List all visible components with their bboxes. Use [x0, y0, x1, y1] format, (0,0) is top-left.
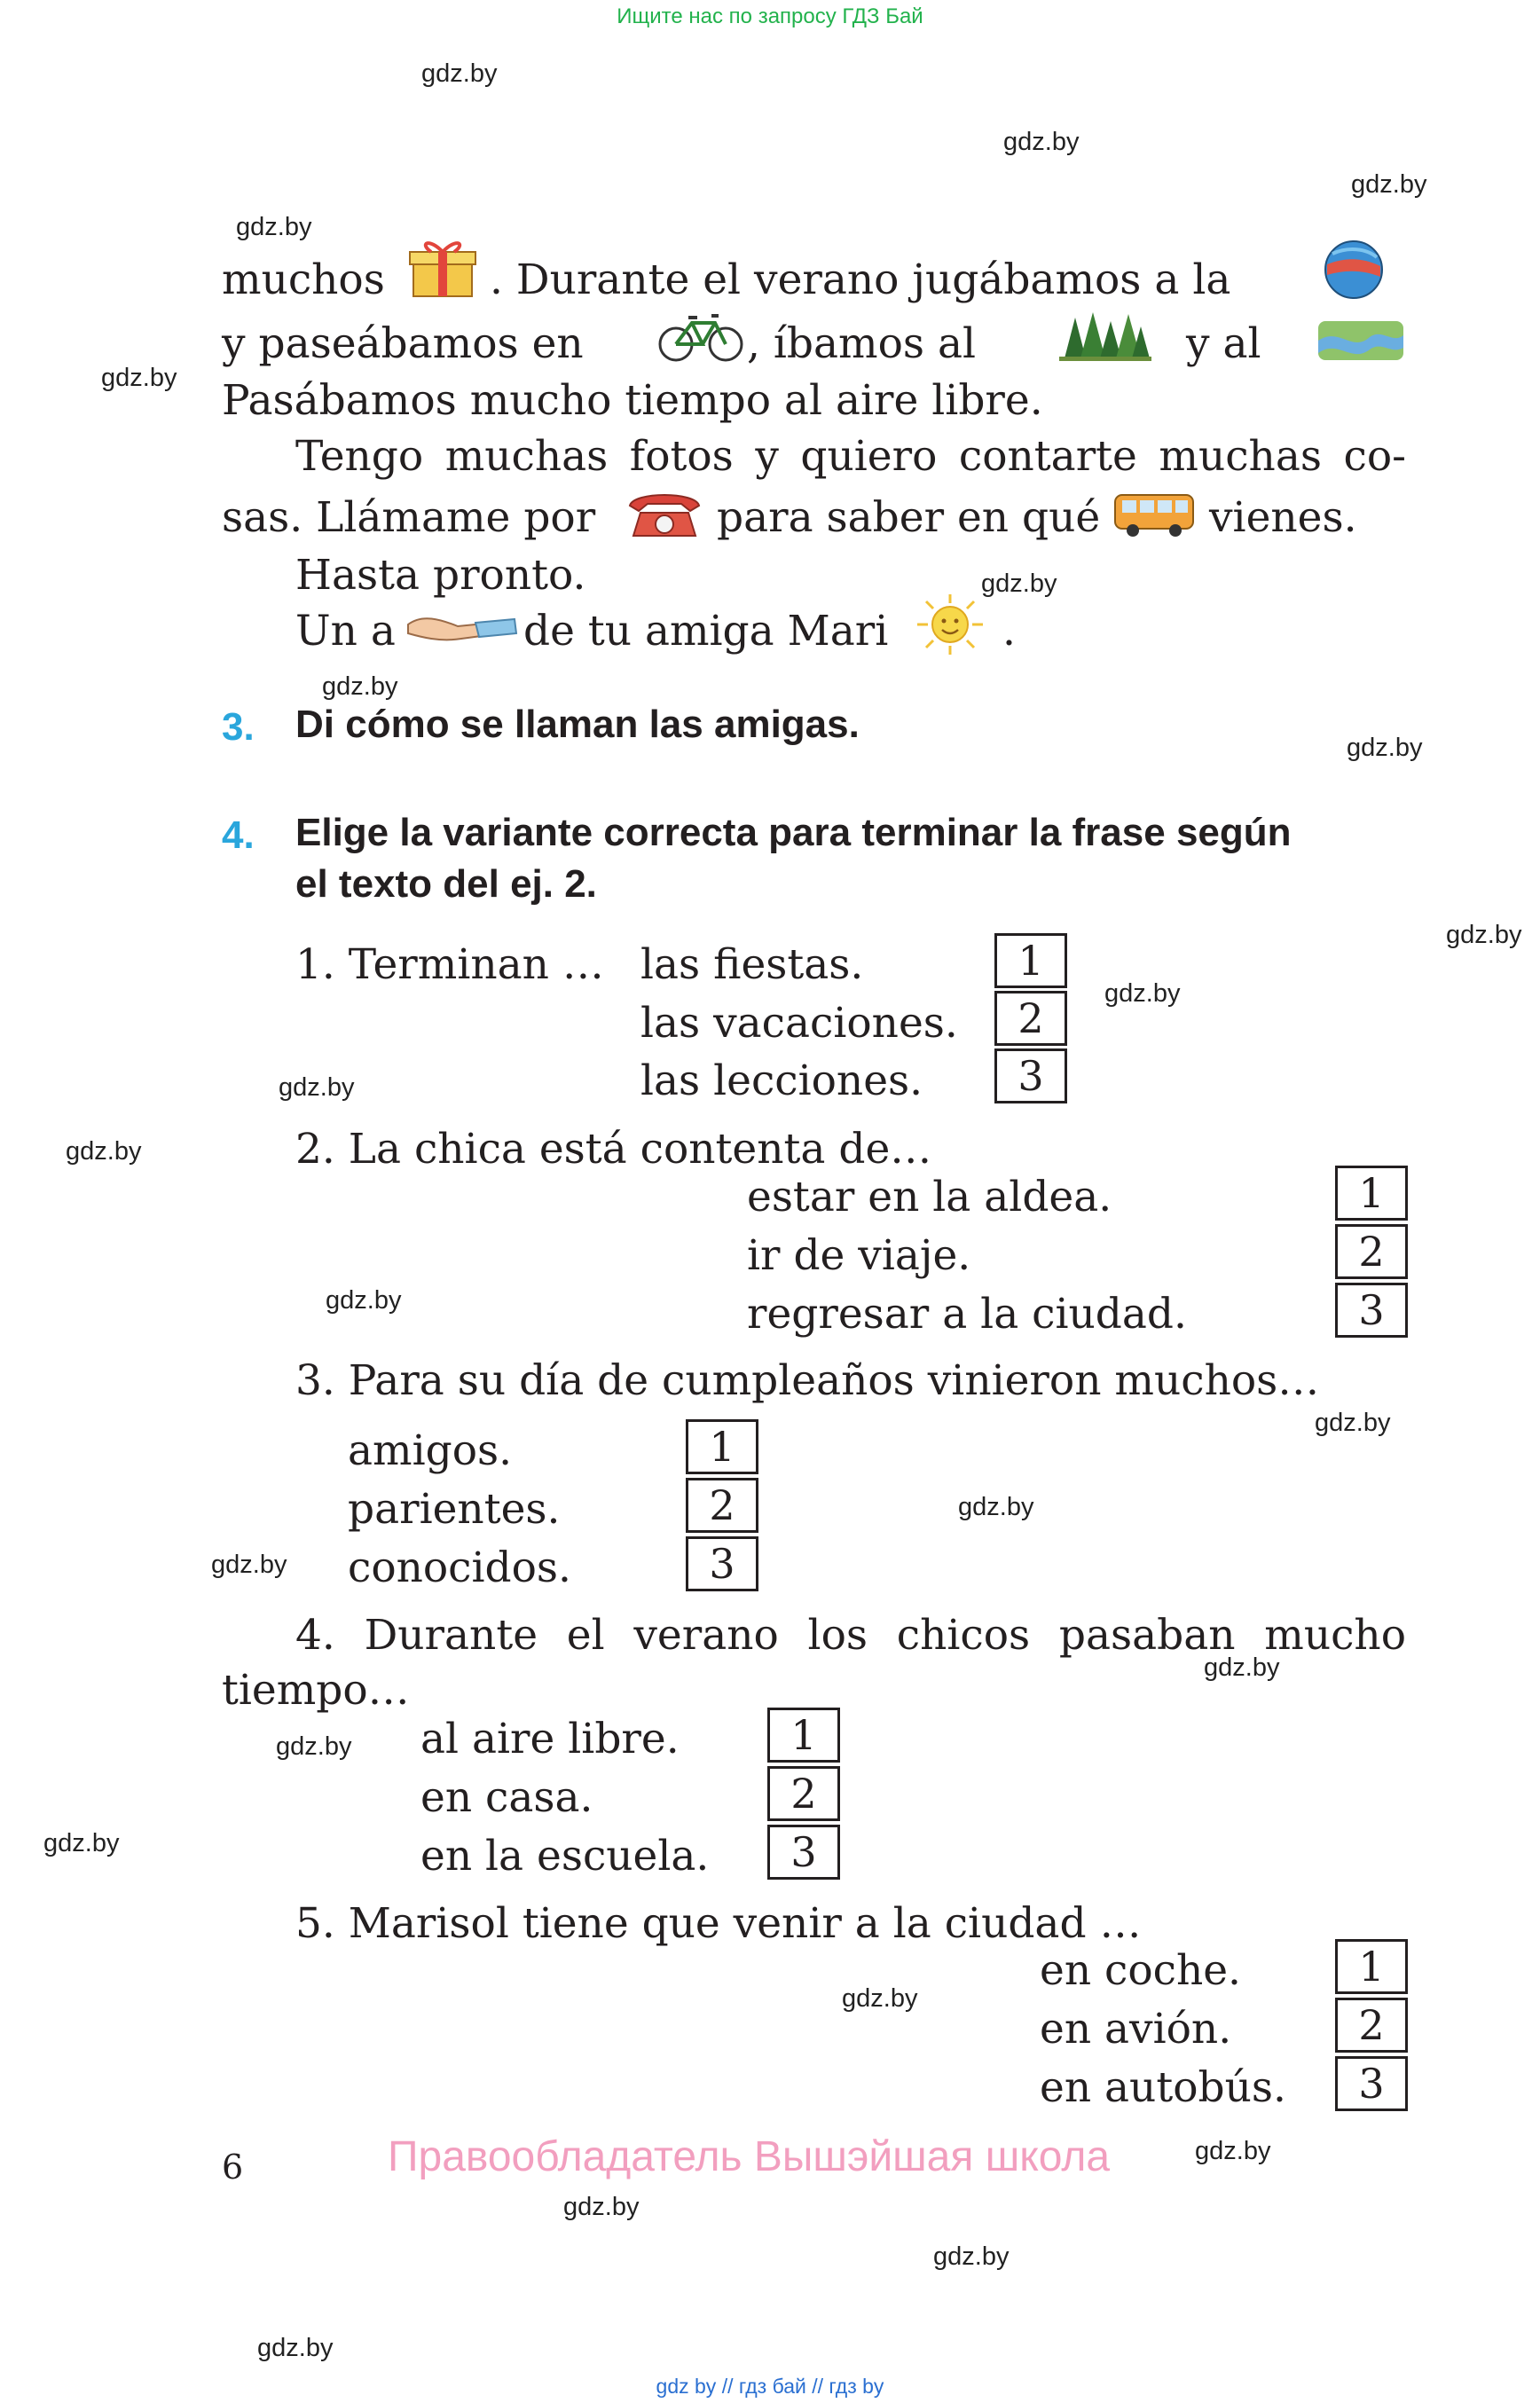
answer-box-1[interactable]: 1: [767, 1708, 840, 1763]
answer-option: las fiestas.: [640, 940, 864, 989]
answer-option: parientes.: [348, 1485, 561, 1534]
watermark: gdz.by: [1104, 979, 1181, 1008]
letter-text: de tu amiga Mari: [523, 607, 889, 656]
bus-icon: [1112, 490, 1197, 539]
watermark: gdz.by: [1351, 170, 1427, 199]
answer-box-3[interactable]: 3: [1335, 1283, 1408, 1338]
letter-text: . Durante el verano jugábamos a la: [490, 255, 1231, 304]
watermark: gdz.by: [1003, 128, 1080, 156]
letter-text: Un a: [295, 607, 396, 656]
answer-box-1[interactable]: 1: [686, 1419, 758, 1474]
watermark: gdz.by: [1446, 921, 1522, 949]
footer-links[interactable]: gdz by // гдз бай // гдз by: [656, 2375, 884, 2398]
answer-option: las vacaciones.: [640, 999, 958, 1048]
question-stem: 2. La chica está contenta de…: [295, 1125, 932, 1174]
watermark: gdz.by: [276, 1732, 352, 1761]
answer-option: en avión.: [1040, 2005, 1232, 2054]
letter-text: vienes.: [1209, 493, 1357, 542]
answer-option: al aire libre.: [420, 1715, 680, 1763]
letter-text: Hasta pronto.: [295, 551, 586, 600]
watermark: gdz.by: [326, 1286, 402, 1315]
watermark: gdz.by: [43, 1829, 120, 1857]
letter-text: para saber en qué: [717, 493, 1101, 542]
top-promo[interactable]: Ищите нас по запросу ГДЗ Бай: [617, 4, 923, 28]
watermark: gdz.by: [279, 1073, 355, 1102]
answer-box-2[interactable]: 2: [686, 1478, 758, 1533]
telephone-icon: [625, 488, 704, 539]
watermark: gdz.by: [1195, 2137, 1271, 2165]
watermark: gdz.by: [1347, 734, 1423, 762]
forest-icon: [1056, 309, 1153, 362]
watermark: gdz.by: [66, 1137, 142, 1166]
watermark: gdz.by: [1204, 1653, 1280, 1682]
letter-text: , íbamos al: [747, 319, 976, 368]
answer-box-3[interactable]: 3: [686, 1536, 758, 1591]
question-stem: 1. Terminan …: [295, 940, 604, 989]
arm-icon: [405, 607, 518, 648]
answer-option: ir de viaje.: [747, 1231, 971, 1280]
answer-option: conocidos.: [348, 1543, 571, 1592]
exercise-4-instruction: el texto del ej. 2.: [295, 862, 597, 906]
copyright-notice: Правообладатель Вышэйшая школа: [388, 2133, 1111, 2180]
exercise-4-instruction: Elige la variante correcta para terminar la frase según: [295, 811, 1292, 854]
answer-option: en la escuela.: [420, 1832, 710, 1881]
question-stem: 5. Marisol tiene que venir a la ciudad …: [295, 1899, 1142, 1948]
letter-text: Pasábamos mucho tiempo al aire libre.: [222, 376, 1043, 425]
letter-text: Tengo muchas fotos y quiero contarte muchas co-: [295, 432, 1406, 481]
bicycle-icon: [656, 307, 745, 364]
watermark: gdz.by: [257, 2334, 334, 2362]
answer-box-3[interactable]: 3: [767, 1825, 840, 1880]
exercise-3-number: 3.: [222, 705, 255, 749]
gift-icon: [408, 238, 479, 300]
answer-option: regresar a la ciudad.: [747, 1290, 1187, 1339]
watermark: gdz.by: [322, 672, 398, 701]
answer-option: en autobús.: [1040, 2063, 1286, 2112]
answer-box-3[interactable]: 3: [994, 1048, 1067, 1103]
answer-box-2[interactable]: 2: [994, 991, 1067, 1046]
answer-box-1[interactable]: 1: [1335, 1939, 1408, 1994]
watermark: gdz.by: [933, 2242, 1010, 2271]
ball-icon: [1322, 238, 1386, 302]
answer-option: estar en la aldea.: [747, 1173, 1112, 1221]
letter-text: muchos: [222, 255, 385, 304]
watermark: gdz.by: [101, 364, 177, 392]
sun-icon: [910, 593, 990, 656]
watermark: gdz.by: [211, 1551, 287, 1579]
watermark: gdz.by: [421, 59, 498, 88]
page-number: 6: [222, 2148, 244, 2187]
answer-option: en coche.: [1040, 1946, 1241, 1995]
watermark: gdz.by: [1315, 1409, 1391, 1437]
watermark: gdz.by: [236, 213, 312, 241]
exercise-3-instruction: Di cómo se llaman las amigas.: [295, 703, 860, 746]
answer-box-2[interactable]: 2: [1335, 1998, 1408, 2053]
answer-option: amigos.: [348, 1426, 513, 1475]
letter-text: sas. Llámame por: [222, 493, 596, 542]
letter-text: y paseábamos en: [222, 319, 584, 368]
letter-text: .: [1002, 607, 1016, 656]
watermark: gdz.by: [563, 2193, 640, 2221]
letter-text: y al: [1186, 319, 1261, 368]
answer-box-2[interactable]: 2: [1335, 1224, 1408, 1279]
watermark: gdz.by: [981, 569, 1057, 598]
question-stem: 3. Para su día de cumpleaños vinieron muchos…: [295, 1356, 1320, 1405]
question-stem: tiempo…: [222, 1666, 410, 1715]
answer-option: las lecciones.: [640, 1056, 923, 1105]
answer-box-3[interactable]: 3: [1335, 2056, 1408, 2111]
answer-box-2[interactable]: 2: [767, 1766, 840, 1821]
answer-box-1[interactable]: 1: [1335, 1166, 1408, 1221]
watermark: gdz.by: [842, 1984, 918, 2013]
watermark: gdz.by: [958, 1493, 1034, 1521]
river-icon: [1316, 318, 1405, 364]
answer-box-1[interactable]: 1: [994, 933, 1067, 988]
answer-option: en casa.: [420, 1773, 593, 1822]
exercise-4-number: 4.: [222, 813, 255, 857]
question-stem: 4. Durante el verano los chicos pasaban mucho: [295, 1611, 1406, 1660]
